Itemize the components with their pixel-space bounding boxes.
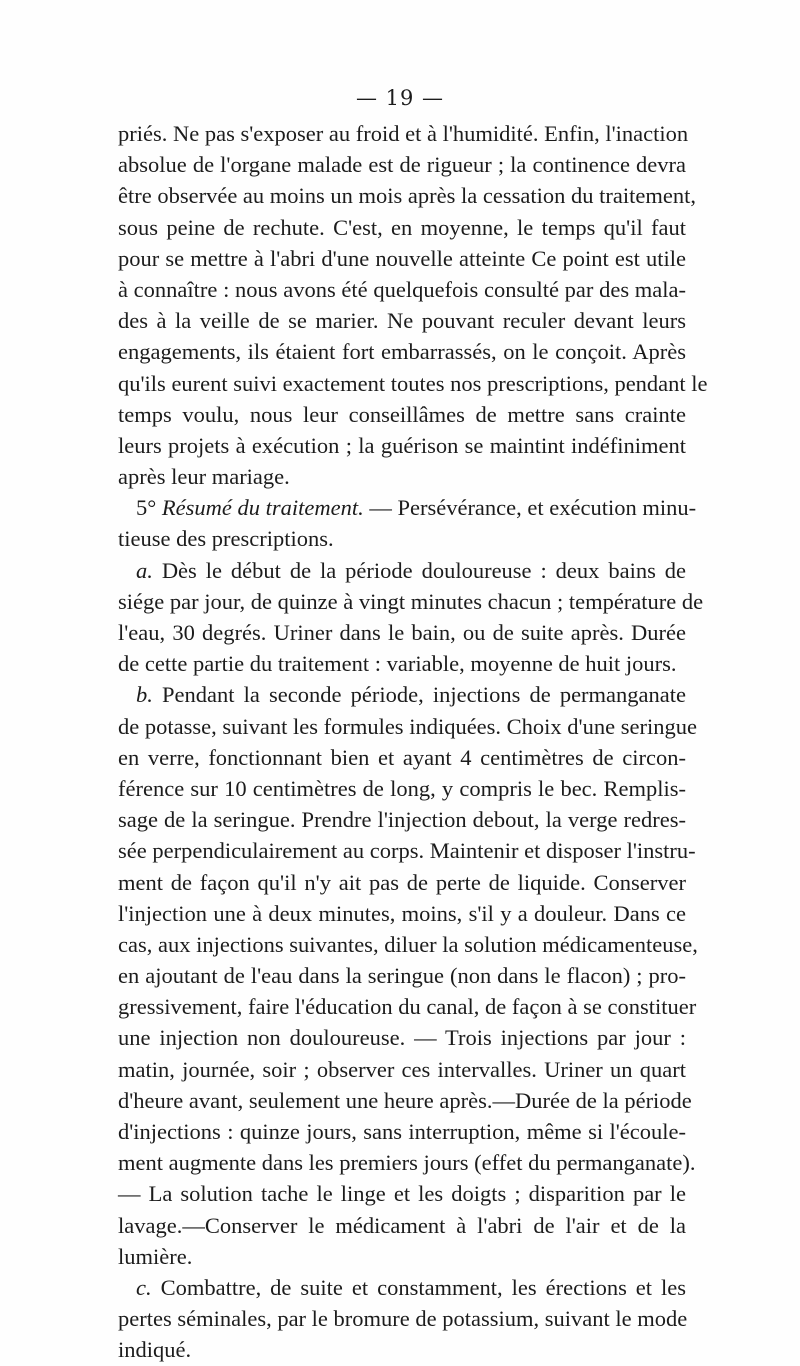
- text-line: ment de façon qu'il n'y ait pas de perte de liquide. Conserver: [118, 869, 686, 895]
- text-line: une injection non douloureuse. — Trois injections par jour :: [118, 1025, 686, 1051]
- item-text: Pendant la seconde période, injections de permanganate: [162, 682, 687, 708]
- item-a-line: [118, 555, 686, 586]
- item-b-line: [118, 679, 686, 710]
- item-text: Dès le début de la période douloureuse : deux bains de: [161, 557, 686, 583]
- text-line: temps voulu, nous leur conseillâmes de mettre sans crainte: [118, 401, 686, 427]
- section-number: 5°: [136, 495, 157, 521]
- text-line: engagements, ils étaient fort embarrassés, on le conçoit. Après: [118, 339, 686, 365]
- text-line: sée perpendiculairement au corps. Maintenir et disposer l'instru-: [118, 838, 696, 864]
- body-text: [118, 118, 708, 1366]
- text-line: l'injection une à deux minutes, moins, s'il y a douleur. Dans ce: [118, 900, 686, 926]
- text-line: après leur mariage.: [118, 464, 290, 490]
- text-line: priés. Ne pas s'exposer au froid et à l'humidité. Enfin, l'inaction: [118, 121, 689, 146]
- section-5-heading-line: [118, 492, 697, 523]
- text-line: d'heure avant, seulement une heure après.—Durée de la période: [118, 1087, 692, 1113]
- text-line: matin, journée, soir ; observer ces intervalles. Uriner un quart: [118, 1056, 686, 1082]
- text-line: de cette partie du traitement : variable, moyenne de huit jours.: [118, 651, 677, 677]
- text-line: — La solution tache le linge et les doigts ; disparition par le: [118, 1181, 686, 1207]
- text-line: leurs projets à exécution ; la guérison se maintint indéfiniment: [118, 432, 686, 458]
- item-label: c.: [136, 1274, 152, 1300]
- text-line: l'eau, 30 degrés. Uriner dans le bain, ou de suite après. Durée: [118, 620, 686, 645]
- text-line: en ajoutant de l'eau dans la seringue (non dans le flacon) ; pro-: [118, 963, 686, 989]
- text-line: pour se mettre à l'abri d'une nouvelle atteinte Ce point est utile: [118, 245, 686, 271]
- text-line: sage de la seringue. Prendre l'injection debout, la verge redres-: [118, 807, 686, 833]
- text-line: des à la veille de se marier. Ne pouvant reculer devant leurs: [118, 308, 686, 334]
- text-line: qu'ils eurent suivi exactement toutes nos prescriptions, pendant le: [118, 370, 708, 396]
- text-line: être observée au moins un mois après la cessation du traitement,: [118, 183, 696, 209]
- text-line: sous peine de rechute. C'est, en moyenne, le temps qu'il faut: [118, 214, 686, 240]
- text-line: férence sur 10 centimètres de long, y compris le bec. Remplis-: [118, 775, 686, 801]
- text-line: gressivement, faire l'éducation du canal, de façon à se constituer: [118, 994, 697, 1020]
- page-number: — 19 —: [355, 86, 445, 110]
- text-line: tieuse des prescriptions.: [118, 526, 334, 552]
- item-c-line: [118, 1272, 686, 1303]
- text-line: lumière.: [118, 1243, 193, 1269]
- item-label: a.: [136, 557, 153, 583]
- text-line: en verre, fonctionnant bien et ayant 4 centimètres de circon-: [118, 744, 686, 770]
- text-line: siége par jour, de quinze à vingt minutes chacun ; température de: [118, 588, 704, 614]
- text-line: indiqué.: [118, 1337, 192, 1363]
- text-line: absolue de l'organe malade est de rigueur ; la continence devra: [118, 152, 686, 178]
- text-line: de potasse, suivant les formules indiquées. Choix d'une seringue: [118, 713, 697, 739]
- text-line: ment augmente dans les premiers jours (effet du permanganate).: [118, 1150, 696, 1176]
- text-line: cas, aux injections suivantes, diluer la solution médicamenteuse,: [118, 931, 698, 957]
- text-line: lavage.—Conserver le médicament à l'abri de l'air et de la: [118, 1212, 686, 1238]
- section-title: Résumé du traitement.: [161, 495, 364, 521]
- item-text: Combattre, de suite et constamment, les érections et les: [160, 1274, 687, 1300]
- text-line: à connaître : nous avons été quelquefois consulté par des mala-: [118, 276, 686, 302]
- text-line: pertes séminales, par le bromure de potassium, suivant le mode: [118, 1306, 688, 1332]
- text-line: d'injections : quinze jours, sans interruption, même si l'écoule-: [118, 1119, 686, 1144]
- section-text: — Persévérance, et exécution minu-: [369, 495, 697, 521]
- item-label: b.: [136, 682, 153, 708]
